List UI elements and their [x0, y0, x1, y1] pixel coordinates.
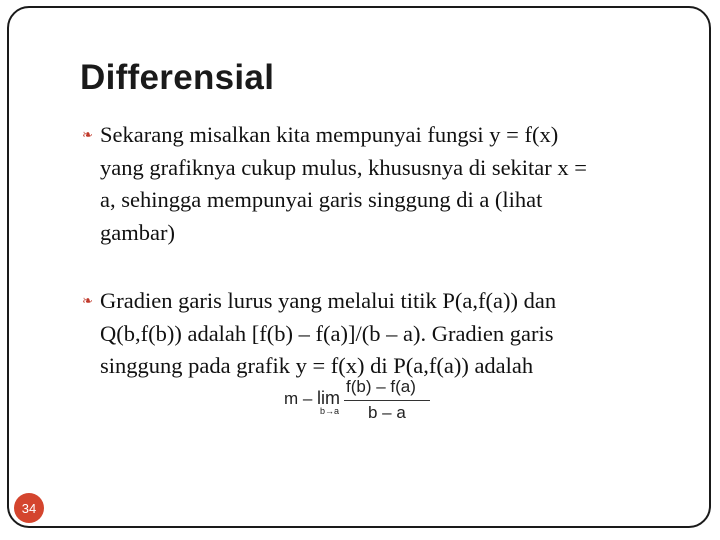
bullet-marker-icon: ❧	[82, 127, 93, 142]
bullet-line: a, sehingga mempunyai garis singgung di a (lihat	[100, 187, 543, 212]
bullet-line	[82, 285, 652, 318]
bullet-line	[82, 119, 652, 152]
page-number-badge: 34	[14, 493, 44, 523]
formula-lim: lim	[317, 388, 340, 408]
bullet-line: Q(b,f(b)) adalah [f(b) – f(a)]/(b – a). Gradien garis	[100, 320, 554, 346]
bullet-line: gambar)	[100, 219, 175, 245]
bullet-line: singgung pada grafik y = f(x) di P(a,f(a)) adalah	[100, 353, 534, 378]
bullet-text: Gradien garis lurus yang melalui titik P(a,f(a)) dan	[100, 288, 557, 313]
formula-lim-subscript: b→a	[320, 406, 340, 416]
formula-lhs: m –	[284, 389, 313, 408]
derivative-formula	[280, 376, 440, 422]
bullet-sekarang	[82, 119, 652, 249]
bullet-line: yang grafiknya cukup mulus, khususnya di sekitar x =	[100, 154, 587, 180]
bullet-text: Sekarang misalkan kita mempunyai fungsi y = f(x)	[100, 122, 559, 147]
bullet-marker-icon: ❧	[82, 293, 93, 308]
formula-numerator: f(b) – f(a)	[346, 377, 416, 396]
formula-denominator: b – a	[368, 403, 406, 422]
slide-title: Differensial	[80, 58, 275, 97]
formula-fraction-bar	[344, 400, 430, 401]
bullet-gradien	[82, 285, 652, 383]
